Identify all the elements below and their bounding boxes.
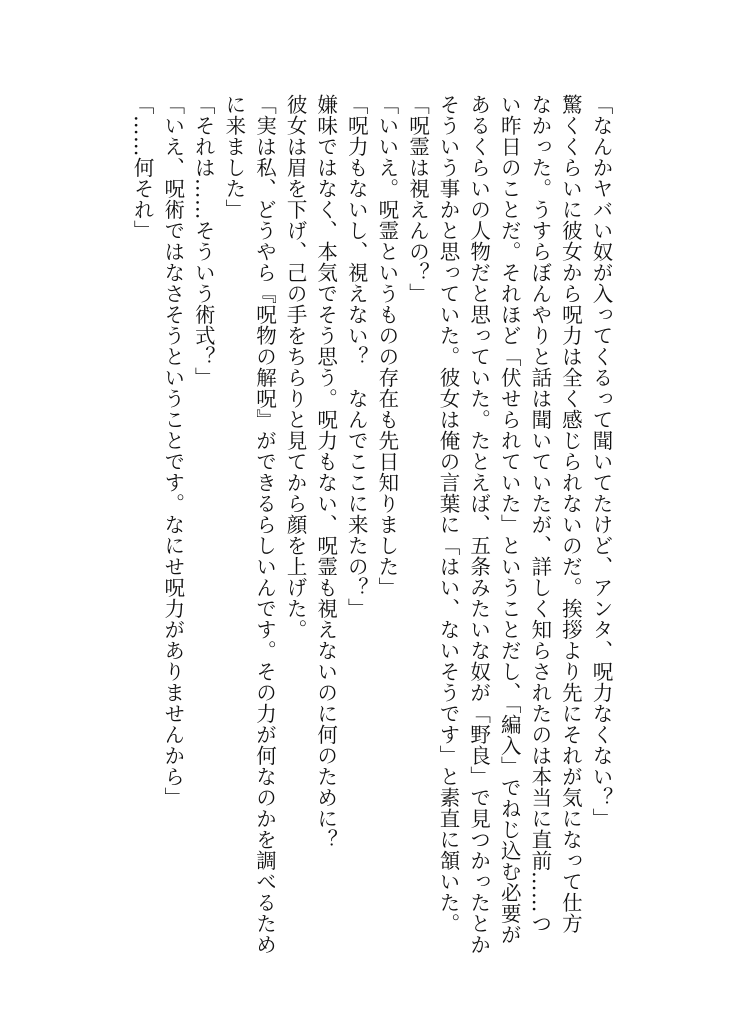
text-line: 「いえ、呪術ではなさそうということです。なにせ呪力がありませんから」 [160,94,185,808]
text-line: に来ました」 [221,94,246,220]
text-line: 「それは……そういう術式？」 [191,94,216,388]
text-line: あるくらいの人物だと思っていた。たとえば、五条みたいな奴が「野良」で見つかったとか [466,94,491,955]
text-line: 驚くくらいに彼女から呪力は全く感じられないのだ。挨拶より先にそれが気になって仕方 [558,94,583,934]
vertical-text-body [127,94,617,974]
text-line: 「実は私、どうやら『呪物の解呪』ができるらしいんです。その力が何なのかを調べるため [252,94,277,955]
text-line: 「いいえ。呪霊というものの存在も先日知りました」 [374,94,399,598]
text-line: なかった。うすらぼんやりと話は聞いていたが、詳しく知らされたのは本当に直前……つ [527,94,552,934]
text-line: そういう事かと思っていた。彼女は俺の言葉に「はい、ないそうです」と素直に頷いた。 [436,94,461,934]
text-line: 「呪霊は視えんの？」 [405,94,430,304]
text-line: 嫌味ではなく、本気でそう思う。呪力もない、呪霊も視えないのに何のために？ [313,94,338,850]
text-line: 「なんかヤバい奴が入ってくるって聞いてたけど、アンタ、呪力なくない？」 [589,94,613,829]
text-line: い昨日のことだ。それほど「伏せられていた」ということだし、「編入」でねじ込む必要が [497,94,522,945]
text-line: 彼女は眉を下げ、己の手をちらりと見てから顔を上げた。 [283,94,308,640]
text-line: 「……何それ」 [130,94,155,241]
text-line: 「呪力もないし、視えない？ なんでここに来たの？」 [344,94,369,619]
